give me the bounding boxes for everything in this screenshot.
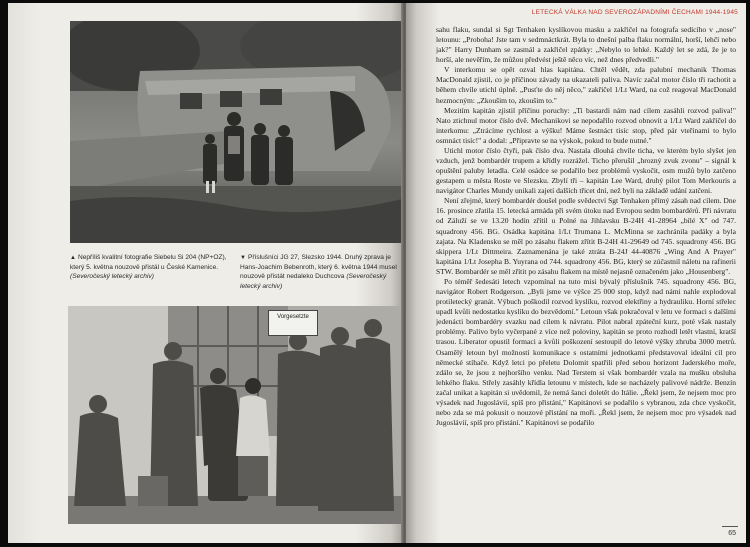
paragraph-4: Utichl motor číslo čtyři, pak číslo dva. Nastala dlouhá chvíle ticha, ve kterém bylo slyšet jen vzduch, jenž bombardér trupem a křídly rozrážel. Ticho přerušil „hrozný zvuk zvonu" – signál k opuštění paluby letadla. Celé osádce se podařilo bez problémů vyskočit, osm mužů bylo zatčeno gestapem u města Roste ve Slezsku. Zbylí tři – kapitán Lee Ward, druhý pilot Tom Merkouris a navigátor Charles Mundy unikali zajetí dalších třicet dní, než byli na základě udání zatčeni.	[436, 145, 736, 196]
soldiers-group-photo-icon	[68, 306, 401, 524]
open-book	[8, 3, 746, 545]
right-page	[406, 3, 746, 543]
paragraph-2: V interkomu se opět ozval hlas kapitána. Chtěl vědět, zda palubní mechanik Thomas MacDonald zjistil, co je příčinou závady na ukazateli paliva. Navíc začal motor číslo tři rachotit a během chvíle utichl úplně. „Pusťte do něj něco," zakřičel 1/Lt Ward, na což reagoval MacDonald hezmocným: „Zkoušim to, zkoušim to."	[436, 65, 736, 105]
sign-text-1: Vorgesetzte	[277, 314, 309, 320]
caption-left-text: Nepříliš kvalitní fotografie Siebelu Si 204 (NP+OZ), který 5. května nouzově přistál u České Kamenice.	[70, 254, 227, 272]
left-page	[8, 3, 403, 543]
paragraph-5: Není zřejmé, který bombardér doušel podle svědectví Sgt Tenhaken přímý zásah nad cílem. Dne 16. prosince zřatila 15. letecká armáda při svém útoku nad Evropou sedm bombardérů. Při návratu od Záluží se ve 13.20 hodin zřítil u Polné na Jihlavsku B-24H 41-28964 „bílé X" od 747. squadrony 456. BG. Osádka kapitána 1/Lt Trumana L. McMinna se zachránila padáky a byla zajata. Na Kladensku se měl po zásahu flakem zřítit B-24H 41-29649 od 745. squadrony 456. BG skippera 1/Lt Dittmeira. Zaznamenána je také ztráta B-24J 44-40876 „Wing And A Prayer" kapitána 1/Lt Josepha B. Yuyrana od 744. squadrony 456. BG, který se zúčastnil náletu na rafinerii STW. Bombardér se měl zřítit po zásahu flakem na místě nejasně označeném jako „Housenberg".	[436, 196, 736, 276]
running-head: LETECKÁ VÁLKA NAD SEVEROZÁPADNÍMI ČECHAMI 1944-1945	[531, 9, 738, 16]
caption-right-source: (Severočeský letecký archiv)	[240, 273, 387, 290]
triangle-down-icon: ▼	[240, 255, 246, 261]
caption-left-source: (Severočeský letecký archiv)	[70, 273, 154, 281]
photo-soldiers-group	[68, 306, 401, 524]
body-text	[436, 25, 736, 530]
photo-sign	[268, 310, 318, 336]
photo-aircraft-wreck	[70, 21, 402, 243]
page-number-rule	[722, 526, 738, 527]
caption-right	[240, 253, 402, 291]
paragraph-3: Mezitím kapitán zjistil příčinu poruchy: „Ti bastardi nám nad cílem zasáhli rozvod paliva!" Nato ztichnul motor číslo dvě. Mechanikovi se nepodařilo rozvod obnovit a 1/Lt Ward zakřičel do interkomu: „Ztrácíme rychlost a výšku! Máme šestnáct tisíc stop, před pár vteřinami to bylo osmnáct tisíc!" a dodal: „Připravte se na výskok, pokud to bude nutné."	[436, 105, 736, 145]
page-number: 65	[728, 530, 736, 537]
caption-right-text: Příslušníci JG 27, Slezsko 1944. Druhý zprava je Hans-Joachim Bebenroth, který 6. května 1944 musel nouzově přistát nedaleko Duchcova	[240, 254, 397, 281]
caption-left	[70, 253, 230, 282]
aircraft-wreck-photo-icon	[70, 21, 402, 243]
triangle-up-icon: ▲	[70, 255, 76, 261]
paragraph-6: Po téměř šedesáti letech vzpomínal na tuto misi bývalý příslušník 745. squadrony 456. BG, navigátor Robert Rodgerson. „Byli jsme ve výšce 25 000 stop, když nad námi nahle explodoval protiletecký granát. Výbuch poškodil rozvod kyslíku, rozvod elektřiny a hydrauliku. Horní střelec upadl kvůli nedostatku kyslíku do bezvědomí." Letoun však pokračoval v letu ve formaci s dalšími jedenácti bombardéry svazku nad cílem k návratu. Pilot nabral zpáteční kurz, poté však nastaly problémy. Palivo bylo vyčerpané z více než poloviny, kapitán se proto rozhodl letět vlastní, kratší trasou. Liberator opustil formaci a kvůli poškození sestoupil do letové výšky zhruba 3000 metrů. Osamělý letoun byl možností komunikace s ostatními jednotkami představoval ideální cíl pro německé stíhače. Když letci po přeletu Dolomit spatřili před sebou horizont Jaderského moře, zdálo se, že jsou z nejhoršího venku. Nad Terstem si však bombardér vzala na mušku obsluha lehkého flaku. Střely zasáhly křídla letounu v místech, kde se nacházely palivové nádrže. Benzín začal unikat a kapitán si uvědomil, že nemá šanci doletět do Itálie. „Řekl jsem, že nejsem moc pro výsadek nad Jugoslávií, spíš pro přistání," Kapitánovi se podařilo s vybranou, zda chce vyskočit, nebo zda se má pokusit o nouzové přistání na moři. „Řekl jsem, že nejsem moc pro výsadek nad Jugoslávií, spíš pro přistání." Kapitánovi se podařilo	[436, 276, 736, 428]
paragraph-1: sahu flaku, sundal si Sgt Tenhaken kyslíkovou masku a zakřičel na fotografa sedícího v „nose" letounu: „Proboha! Jste tam v sedmnáctkrát. Byla to dnešní palba flaku normální, horší, lehčí nebo jak?" Harry Dunham se zasmál a zakřičel zpátky: „Nebylo to lehké. Každý let se zdá, že je to horší, ale nevěřím, že můžou předvést ještě něco víc, než dnes předvedli."	[436, 25, 736, 65]
